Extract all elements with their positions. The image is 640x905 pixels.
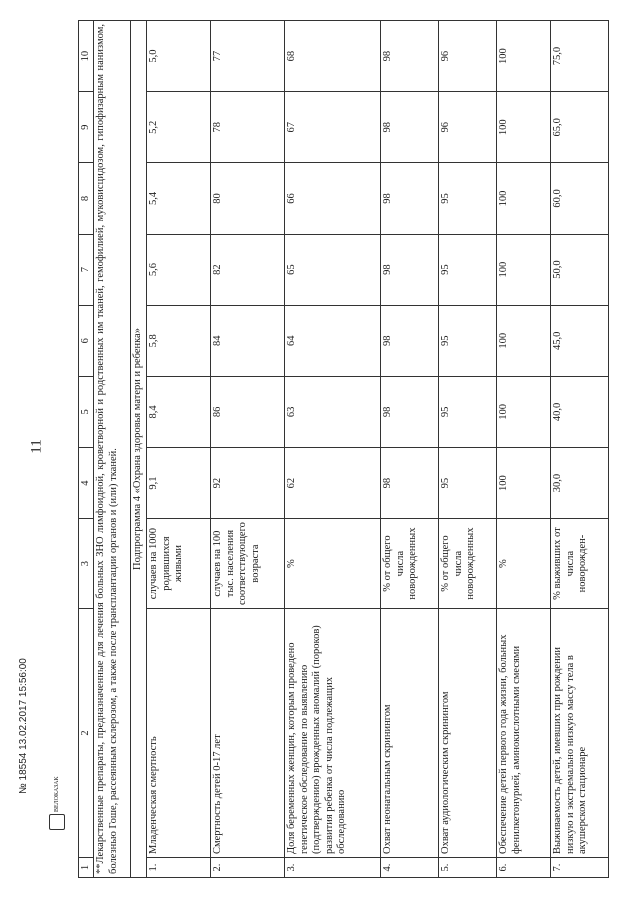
value-cell: 63 bbox=[285, 376, 381, 447]
footnote-text: **Лекарственные препараты, предназначенные для лечения больных ЗНО лимфоидной, кроветворной и родственных им тканей, гемофилией, муковисцидозом, гипофизарным нанизмом, болезнью Гоше, рассеянным склерозом, а также после трансплантации органов и (или) тканей. bbox=[94, 21, 131, 878]
header-cell: 8 bbox=[79, 163, 94, 234]
value-cell: 50,0 bbox=[551, 234, 609, 305]
table-row bbox=[497, 21, 551, 878]
document-registration-id: № 18554 13.02.2017 15:56:00 bbox=[18, 658, 29, 794]
unit-cell: % bbox=[497, 519, 551, 609]
value-cell: 30,0 bbox=[551, 447, 609, 518]
value-cell: 75,0 bbox=[551, 21, 609, 92]
indicator-name: Младенческая смертность bbox=[147, 609, 211, 858]
unit-cell: случаев на 100 тыс. населения соответствующего возраста bbox=[211, 519, 285, 609]
header-cell: 2 bbox=[79, 609, 94, 858]
stamp-text: ВЕЛОКАЗАК bbox=[54, 776, 60, 812]
value-cell: 60,0 bbox=[551, 163, 609, 234]
unit-cell: случаев на 1000 родившихся живыми bbox=[147, 519, 211, 609]
value-cell: 100 bbox=[497, 376, 551, 447]
value-cell: 100 bbox=[497, 234, 551, 305]
indicators-table bbox=[78, 20, 609, 878]
header-cell: 5 bbox=[79, 376, 94, 447]
stamp bbox=[49, 758, 67, 830]
value-cell: 98 bbox=[381, 447, 439, 518]
footnote-row bbox=[94, 21, 131, 878]
value-cell: 100 bbox=[497, 305, 551, 376]
value-cell: 67 bbox=[285, 92, 381, 163]
row-number: 7. bbox=[551, 858, 609, 878]
unit-cell: % от общего числа новорожденных bbox=[439, 519, 497, 609]
value-cell: 5,6 bbox=[147, 234, 211, 305]
row-number: 5. bbox=[439, 858, 497, 878]
row-number: 6. bbox=[497, 858, 551, 878]
rotated-table-container bbox=[78, 20, 634, 878]
value-cell: 95 bbox=[439, 447, 497, 518]
header-cell: 9 bbox=[79, 92, 94, 163]
value-cell: 98 bbox=[381, 21, 439, 92]
value-cell: 77 bbox=[211, 21, 285, 92]
header-cell: 7 bbox=[79, 234, 94, 305]
indicator-name: Смертность детей 0-17 лет bbox=[211, 609, 285, 858]
value-cell: 98 bbox=[381, 163, 439, 234]
value-cell: 8,4 bbox=[147, 376, 211, 447]
table-header-row bbox=[79, 21, 94, 878]
indicator-name: Доля беременных женщин, которым проведено генетическое обследование по выявлению (подтверждению) врожденных аномалий (пороков) развития ребенка от числа подлежащих обследованию bbox=[285, 609, 381, 858]
value-cell: 98 bbox=[381, 234, 439, 305]
value-cell: 95 bbox=[439, 234, 497, 305]
value-cell: 100 bbox=[497, 21, 551, 92]
header-cell: 4 bbox=[79, 447, 94, 518]
value-cell: 98 bbox=[381, 376, 439, 447]
header-cell: 10 bbox=[79, 21, 94, 92]
value-cell: 68 bbox=[285, 21, 381, 92]
row-number: 2. bbox=[211, 858, 285, 878]
unit-cell: % bbox=[285, 519, 381, 609]
indicator-name: Охват аудиологическим скринингом bbox=[439, 609, 497, 858]
table-row bbox=[381, 21, 439, 878]
value-cell: 5,0 bbox=[147, 21, 211, 92]
value-cell: 82 bbox=[211, 234, 285, 305]
value-cell: 45,0 bbox=[551, 305, 609, 376]
indicator-name: Выживаемость детей, имевших при рождении низкую и экстремально низкую массу тела в акушерском стационаре bbox=[551, 609, 609, 858]
row-number: 3. bbox=[285, 858, 381, 878]
value-cell: 96 bbox=[439, 21, 497, 92]
value-cell: 86 bbox=[211, 376, 285, 447]
table-row bbox=[285, 21, 381, 878]
value-cell: 100 bbox=[497, 163, 551, 234]
value-cell: 98 bbox=[381, 92, 439, 163]
table-row bbox=[211, 21, 285, 878]
table-row bbox=[439, 21, 497, 878]
indicator-name: Охват неонатальным скринингом bbox=[381, 609, 439, 858]
value-cell: 5,4 bbox=[147, 163, 211, 234]
value-cell: 9,1 bbox=[147, 447, 211, 518]
unit-cell: % от общего числа новорожденных bbox=[381, 519, 439, 609]
subprogram-title: Подпрограмма 4 «Охрана здоровья матери и ребенка» bbox=[131, 21, 147, 878]
row-number: 4. bbox=[381, 858, 439, 878]
value-cell: 84 bbox=[211, 305, 285, 376]
value-cell: 100 bbox=[497, 92, 551, 163]
value-cell: 64 bbox=[285, 305, 381, 376]
value-cell: 5,2 bbox=[147, 92, 211, 163]
table-row bbox=[551, 21, 609, 878]
value-cell: 65 bbox=[285, 234, 381, 305]
value-cell: 80 bbox=[211, 163, 285, 234]
value-cell: 40,0 bbox=[551, 376, 609, 447]
table-row bbox=[147, 21, 211, 878]
value-cell: 66 bbox=[285, 163, 381, 234]
unit-cell: % выживших от числа новорожден- bbox=[551, 519, 609, 609]
value-cell: 100 bbox=[497, 447, 551, 518]
header-cell: 6 bbox=[79, 305, 94, 376]
indicator-name: Обеспечение детей первого года жизни, больных фенилкетонурией, аминокислотными смесями bbox=[497, 609, 551, 858]
value-cell: 98 bbox=[381, 305, 439, 376]
value-cell: 92 bbox=[211, 447, 285, 518]
header-cell: 1 bbox=[79, 858, 94, 878]
header-cell: 3 bbox=[79, 519, 94, 609]
value-cell: 78 bbox=[211, 92, 285, 163]
value-cell: 65,0 bbox=[551, 92, 609, 163]
value-cell: 96 bbox=[439, 92, 497, 163]
value-cell: 62 bbox=[285, 447, 381, 518]
value-cell: 5,8 bbox=[147, 305, 211, 376]
stamp-logo-icon bbox=[49, 814, 65, 830]
row-number: 1. bbox=[147, 858, 211, 878]
value-cell: 95 bbox=[439, 376, 497, 447]
page-number: 11 bbox=[28, 439, 45, 454]
value-cell: 95 bbox=[439, 305, 497, 376]
subprogram-row bbox=[131, 21, 147, 878]
value-cell: 95 bbox=[439, 163, 497, 234]
